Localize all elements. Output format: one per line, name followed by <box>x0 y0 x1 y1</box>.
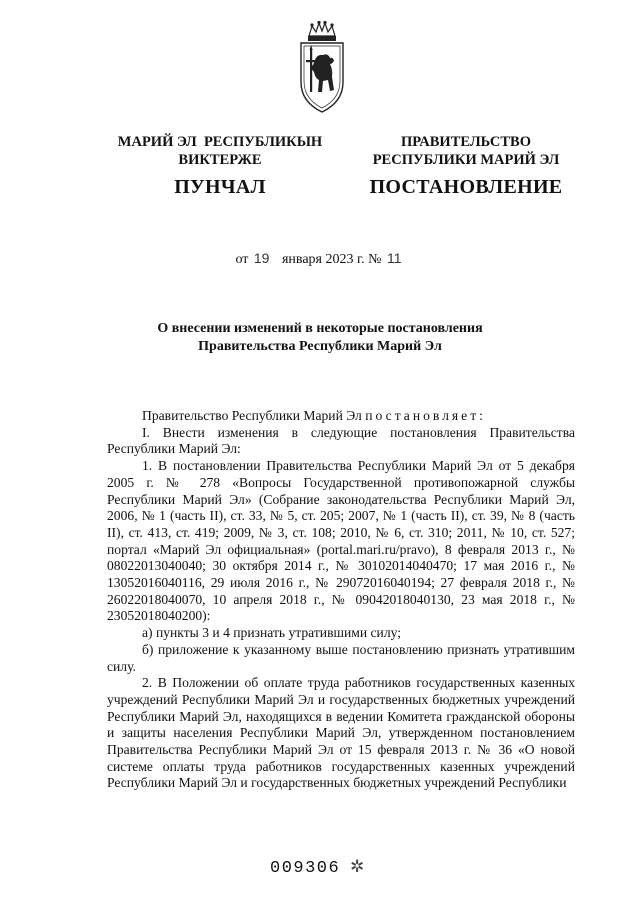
asterisk-stamp-icon: ✲ <box>350 857 365 876</box>
intro-text: Правительство Республики Марий Эл <box>142 408 362 423</box>
header-right-doc-type: ПОСТАНОВЛЕНИЕ <box>369 176 563 198</box>
header-left-block <box>100 133 340 199</box>
date-prefix: от <box>235 252 249 267</box>
serial-number: 009306 <box>270 859 341 878</box>
paragraph-4: б) приложение к указанному выше постановлению признать утратившим силу. <box>107 641 575 674</box>
paragraph-2: 1. В постановлении Правительства Республики Марий Эл от 5 декабря 2005 г. № 278 «Вопросы Государственной противопожарной службы Республики Марий Эл» (Собрание законодательства Республики Марий Эл, 2006, № 1 (часть II), ст. 33, № 5, ст. 205; 2007, № 1 (часть II), ст. 39, № 8 (часть II), ст. 413, ст. 419; 2009, № 3, ст. 108; 2010, № 6, ст. 310; 2011, № 10, ст. 527; портал «Марий Эл официальная» (portal.mari.ru/pravo), 8 февраля 2013 г., № 08022013040040; 30 октября 2014 г., № 30102014040470; 17 мая 2016 г., № 13052016040116, 29 июля 2016 г., № 29072016040194; 27 февраля 2018 г., № 26022018040070, 10 апреля 2018 г., № 09042018040130, 23 мая 2018 г., № 23052018040200): <box>107 458 575 624</box>
date-line <box>0 250 639 268</box>
header-right-line2: РЕСПУБЛИКИ МАРИЙ ЭЛ <box>372 152 560 168</box>
document-body <box>107 408 575 792</box>
header-left-line1: МАРИЙ ЭЛ РЕСПУБЛИКЫН <box>117 134 323 150</box>
coat-of-arms-icon <box>295 20 349 116</box>
paragraph-1: I. Внести изменения в следующие постановления Правительства Республики Марий Эл: <box>107 424 575 457</box>
document-title <box>100 320 540 356</box>
intro-spaced: постановляет: <box>365 408 486 423</box>
header-right-block <box>346 133 586 199</box>
paragraph-3: а) пункты 3 и 4 признать утратившими силу; <box>142 625 401 641</box>
paragraph-5: 2. В Положении об оплате труда работников государственных казенных учреждений Республики Марий Эл и государственных бюджетных учреждений Республики Марий Эл, находящихся в ведении Комитета гражданской обороны и защиты населения Республики Марий Эл, утвержденном постановлением Правительства Республики Марий Эл от 15 февраля 2013 г. № 36 «О новой системе оплаты труда работников государственных казенных учреждений Республики Марий Эл и государственных бюджетных учреждений Республики <box>107 675 575 791</box>
title-line1: О внесении изменений в некоторые постановления <box>157 321 483 336</box>
date-month-year: января 2023 г. № <box>281 252 382 267</box>
intro-paragraph <box>107 408 575 425</box>
header-left-line2: ВИКТЕРЖЕ <box>178 152 262 168</box>
header-right-line1: ПРАВИТЕЛЬСТВО <box>401 134 531 150</box>
document-number: 11 <box>387 250 402 266</box>
header-left-doc-type: ПУНЧАЛ <box>174 176 266 198</box>
date-day: 19 <box>253 250 270 266</box>
title-line2: Правительства Республики Марий Эл <box>198 339 442 354</box>
